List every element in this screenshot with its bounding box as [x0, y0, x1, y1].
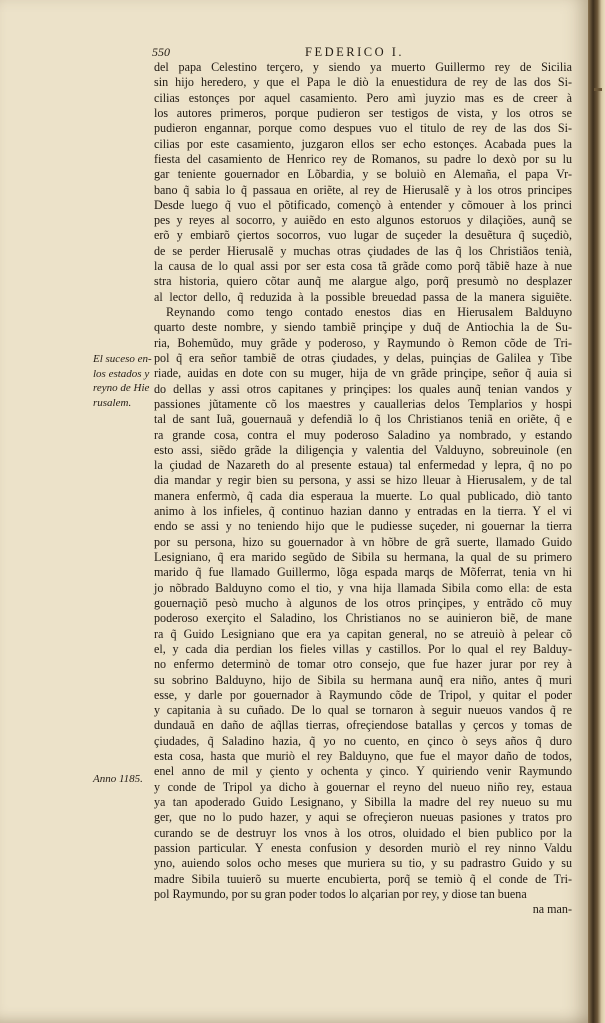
text-line: por su persona, hizo su gouernador à vn hõbre de grã suerte, llamado Guido [154, 534, 572, 549]
text-line: el, y cada dia perdian los fieles villas y castillos. Por lo qual el rey Balduy- [154, 641, 572, 656]
margin-note-line: los estados y [93, 367, 150, 380]
text-line: Desde luego q̃ vuo el põtificado, començò à entender y cõmouer à los princi [154, 197, 572, 212]
text-line: pudieron engannar, porque como despues vuo el titulo de rey de las dos Si- [154, 121, 572, 136]
text-line: stra historia, quiero cõtar aunq̃ me alargue algo, porq̃ presumò no desplazer [154, 274, 572, 289]
text-line: na man- [532, 902, 572, 917]
text-line: Lesigniano, q̃ era marido segũdo de Sibila su hermana, la qual de su primero [154, 550, 572, 564]
text-line: manera enfermò, q̃ cada dia esperaua la muerte. Lo qual publicado, diò tanto [154, 488, 572, 503]
text-line: çiudades, q̃ Saladino hazia, q̃ yo no cuento, en çinco ò seys años q̃ duro [154, 733, 572, 748]
text-line: do dellas y assi otros capitanes y prinçipes: los quales aunq̃ tenian vandos y [154, 381, 572, 396]
text-line: esto assi, siẽdo grãde la diligençia y valentia del Valduyno, sobreuinole (en [154, 442, 572, 457]
text-line: pol q̃ era señor tambiẽ de otras çiudades, y delas, puinçias de Galilea y Tibe [154, 350, 572, 365]
text-line: erõ y embiarõ çiertos socorros, vuo lugar de suçeder la desuẽtura q̃ suçediò, [154, 228, 572, 243]
text-line: la causa de lo qual assi por ser esta cosa tã grãde como porq̃ tãbiẽ haze à nue [154, 259, 572, 274]
text-line: los autores primeros, porque pudieron ser testigos de vista, y los otros se [154, 105, 572, 120]
text-line: esta cosa, hasta que muriò el rey Balduyno, que fue el mayor daño de todos, [154, 749, 572, 764]
text-line: del papa Celestino terçero, y siendo ya muerto Guillermo rey de Sicilia [154, 60, 572, 74]
text-line: pol Raymundo, por su gran poder todos lo alçarian por rey, y diose tan buena [154, 886, 527, 901]
margin-note-line: Anno 1185. [93, 773, 143, 785]
text-line: sin hijo heredero, y que el Papa le diò la enuestidura de rey de las dos Si- [154, 75, 572, 90]
text-line: ria, Bohemũdo, muy grãde y poderoso, y Raymundo ò Remon cõde de Tri- [154, 335, 572, 350]
book-gutter [588, 0, 605, 1023]
text-line: tal de sant Iuã, gouernauã y defendiã lo q̃ los Christianos teniã en oriẽte, q̃ e [154, 412, 572, 427]
text-line: de se perder Hierusalẽ y muchas otras çiudades de las q̃ los Christiãos tenià, [154, 243, 572, 258]
text-line: dundauã en daño de aq̃llas tierras, ofreçiendose batallas y çercos y tomas de [154, 718, 572, 733]
text-line: madre Sibila tuuierõ su muerte encubierta, porq̃ se temiò q̃ el conde de Tri- [154, 871, 572, 886]
text-line: curando se de destruyr los vnos à los otros, oluidado el bien publico por la [154, 825, 572, 840]
margin-note-line: El suceso en- [93, 353, 152, 365]
text-line: la çiudad de Nazareth do al presente estaua) tal enfermedad y lepra, q̃ no po [154, 458, 572, 473]
text-line: gar teniente gouernador en Lõbardia, y se boluiò en Alemaña, el papa Vr- [154, 167, 572, 182]
margin-note-suceso [93, 352, 163, 410]
margin-note-line: rusalem. [93, 396, 132, 409]
text-line: passion particular. Y enesta confusion y desorden muriò el rey ninno Valdu [154, 840, 572, 855]
text-line: ra grande cosa, contra el muy poderoso Saladino ya nombrado, y estando [154, 427, 572, 442]
main-text-block [154, 60, 572, 918]
text-line: endo se assi y no teniendo hijo que le pudiesse suçeder, ni gouernar la tierra [154, 519, 572, 534]
text-line: ra q̃ Guido Lesigniano que era ya capitan general, no se atreuiò à pelear cõ [154, 626, 572, 641]
text-line: riade, auidas en dote con su muger, hija de vn grãde prinçipe, señor q̃ auia si [154, 366, 572, 381]
text-line: fiesta del casamiento de Henrico rey de Romanos, su padre lo dexò por su lu [154, 151, 572, 166]
text-line: pes y reyes al socorro, y auiẽdo en esto algunos estoruos y dilaçiões, aunq̃ se [154, 213, 572, 228]
margin-note-year [93, 772, 163, 787]
text-line: ya tan apoderado Guido Lesignano, y Sibilla la madre del rey nueuo su mu [154, 795, 572, 809]
running-header [0, 45, 588, 61]
text-line: cilias por este casamiento, juzgaron ellos ser echo estonçes. Acabada pues la [154, 136, 572, 151]
text-line: passiones jũtamente cõ los maestres y cauallerias delos Templarios y hospi [154, 396, 572, 411]
text-line: marido q̃ fue llamado Guillermo, lõga espada marqs de Mõferrat, tenia vn hi [154, 565, 572, 580]
text-line: jo nõbrado Balduyno como el tio, y vna hija llamada Sibila como ella: de esta [154, 580, 572, 595]
text-line: y capitania à su cuñado. De lo qual se tornaron à seguir nueuos vandos q̃ re [154, 703, 572, 718]
text-line: Reynando como tengo contado enestos dias en Hierusalem Balduyno [166, 305, 572, 319]
text-line: gouernaçiõ pesò mucho à algunos de los otros prinçipes, y entrãdo cõ muy [154, 595, 572, 610]
page-number: 550 [152, 45, 170, 59]
text-line: al lector dello, q̃ reduzida à la possible breuedad passa de la manera siguiẽte. [154, 289, 572, 304]
text-line: esse, y darle por gouernador à Raymundo cõde de Tripol, y quitar el poder [154, 687, 572, 702]
text-line: y conde de Tripol ya dicho à gouernar el reyno del nueuo niño rey, estaua [154, 779, 572, 794]
text-line: dia mandar y regir bien su persona, y assi se hizo lleuar à Hierusalem, y de tal [154, 473, 572, 488]
text-line: quarto deste nombre, y siendo tambiẽ prinçipe y duq̃ de Antiochia la de Su- [154, 320, 572, 335]
text-line: cilias estonçes por aquel casamiento. Pero amì juyzio mas es de creer à [154, 90, 572, 105]
text-line: ger, que no lo pudo hazer, y aqui se ofreçieron nueuas pasiones y tratos pro [154, 810, 572, 825]
text-line: bano q̃ sabia lo q̃ passaua en oriẽte, al rey de Hierusalẽ y à los otros principes [154, 182, 572, 197]
text-line: su sobrino Balduyno, hijo de Sibila su hermana aunq̃ era niño, antes q̃ muri [154, 672, 572, 687]
text-line: no enfermo determinò de tomar otro consejo, que fue hazer jurar por rey à [154, 657, 572, 672]
text-line: poderoso exerçito el Saladino, los Christianos no se auinieron biẽ, de mane [154, 611, 572, 626]
text-line: animo à los infieles, q̃ continuo hazian danno y entradas en la tierra. Y el vi [154, 504, 572, 519]
margin-note-line: reyno de Hie [93, 382, 150, 394]
text-line: yno, auiendo solos ocho meses que muriera su tio, y su padrastro Guido y su [154, 856, 572, 871]
running-title: FEDERICO I. [305, 45, 405, 59]
text-line: enel anno de mil y çiento y ochenta y çinco. Y quiriendo venir Raymundo [154, 764, 572, 779]
